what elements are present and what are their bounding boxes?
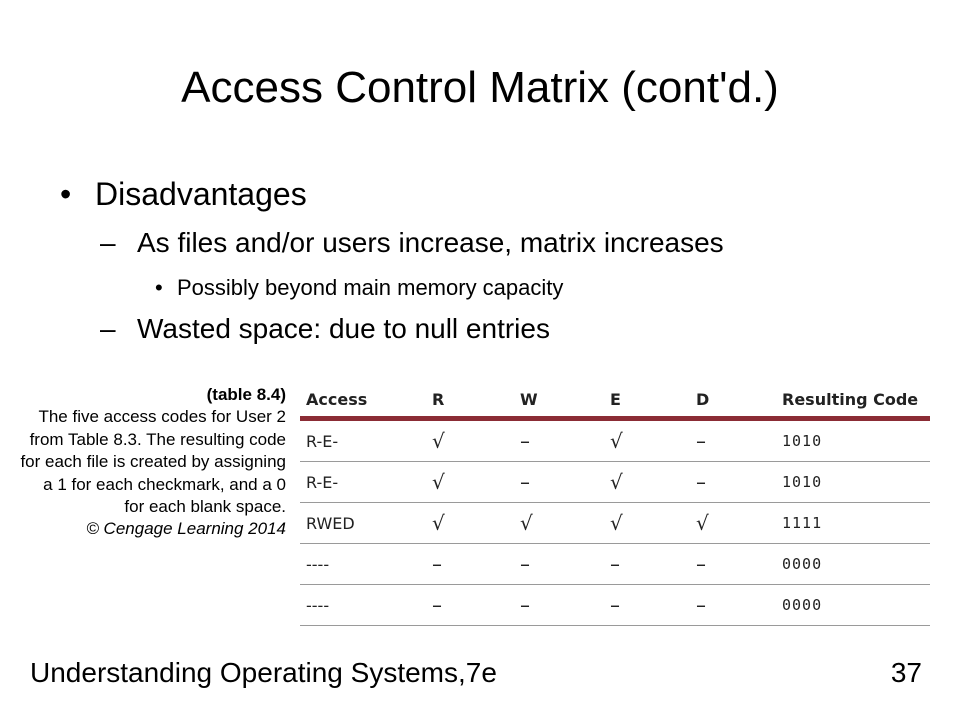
sub-bullet-text: Wasted space: due to null entries bbox=[137, 313, 550, 344]
cell-r: √ bbox=[426, 503, 514, 544]
cell-d: – bbox=[690, 462, 776, 503]
cell-access: ---- bbox=[300, 585, 426, 626]
cell-w: – bbox=[514, 419, 604, 462]
access-codes-table-container bbox=[300, 382, 930, 626]
cell-w: – bbox=[514, 585, 604, 626]
cell-r: – bbox=[426, 544, 514, 585]
sub-bullet-text: As files and/or users increase, matrix increases bbox=[137, 227, 724, 258]
header-d: D bbox=[690, 382, 776, 419]
cell-resulting-code: 0000 bbox=[776, 585, 930, 626]
caption-credit: © Cengage Learning 2014 bbox=[86, 519, 286, 539]
cell-w: – bbox=[514, 544, 604, 585]
table-row bbox=[300, 503, 930, 544]
bullet-text: Disadvantages bbox=[95, 176, 307, 212]
cell-access: RWED bbox=[300, 503, 426, 544]
cell-e: – bbox=[604, 585, 690, 626]
cell-e: √ bbox=[604, 419, 690, 462]
cell-access: ---- bbox=[300, 544, 426, 585]
access-codes-table bbox=[300, 382, 930, 626]
bullet-mark: • bbox=[60, 176, 72, 212]
table-row bbox=[300, 462, 930, 503]
dash-mark: – bbox=[100, 227, 116, 258]
dash-mark: – bbox=[100, 313, 116, 344]
caption-body: The five access codes for User 2 from Table 8.3. The resulting code for each file is created by assigning a 1 for each checkmark, and a 0 for each blank space. bbox=[20, 407, 286, 517]
cell-d: – bbox=[690, 585, 776, 626]
cell-r: – bbox=[426, 585, 514, 626]
cell-d: – bbox=[690, 419, 776, 462]
cell-e: – bbox=[604, 544, 690, 585]
cell-resulting-code: 0000 bbox=[776, 544, 930, 585]
cell-access: R-E- bbox=[300, 419, 426, 462]
cell-w: √ bbox=[514, 503, 604, 544]
cell-e: √ bbox=[604, 503, 690, 544]
detail-bullet-text: Possibly beyond main memory capacity bbox=[177, 275, 564, 300]
header-w: W bbox=[514, 382, 604, 419]
footer-book-title: Understanding Operating Systems,7e bbox=[30, 657, 497, 688]
cell-e: √ bbox=[604, 462, 690, 503]
caption-heading: (table 8.4) bbox=[206, 385, 286, 404]
header-access: Access bbox=[300, 382, 426, 419]
cell-d: – bbox=[690, 544, 776, 585]
slide-title: Access Control Matrix (cont'd.) bbox=[181, 63, 779, 112]
table-row bbox=[300, 419, 930, 462]
cell-access: R-E- bbox=[300, 462, 426, 503]
cell-resulting-code: 1010 bbox=[776, 462, 930, 503]
page-number: 37 bbox=[890, 657, 922, 688]
cell-resulting-code: 1010 bbox=[776, 419, 930, 462]
cell-r: √ bbox=[426, 419, 514, 462]
header-r: R bbox=[426, 382, 514, 419]
cell-w: – bbox=[514, 462, 604, 503]
table-row bbox=[300, 544, 930, 585]
header-e: E bbox=[604, 382, 690, 419]
table-caption bbox=[20, 384, 286, 541]
table-header-row bbox=[300, 382, 930, 419]
cell-r: √ bbox=[426, 462, 514, 503]
header-resulting-code: Resulting Code bbox=[776, 382, 930, 419]
bullet-mark: • bbox=[155, 275, 163, 300]
cell-resulting-code: 1111 bbox=[776, 503, 930, 544]
cell-d: √ bbox=[690, 503, 776, 544]
table-row bbox=[300, 585, 930, 626]
